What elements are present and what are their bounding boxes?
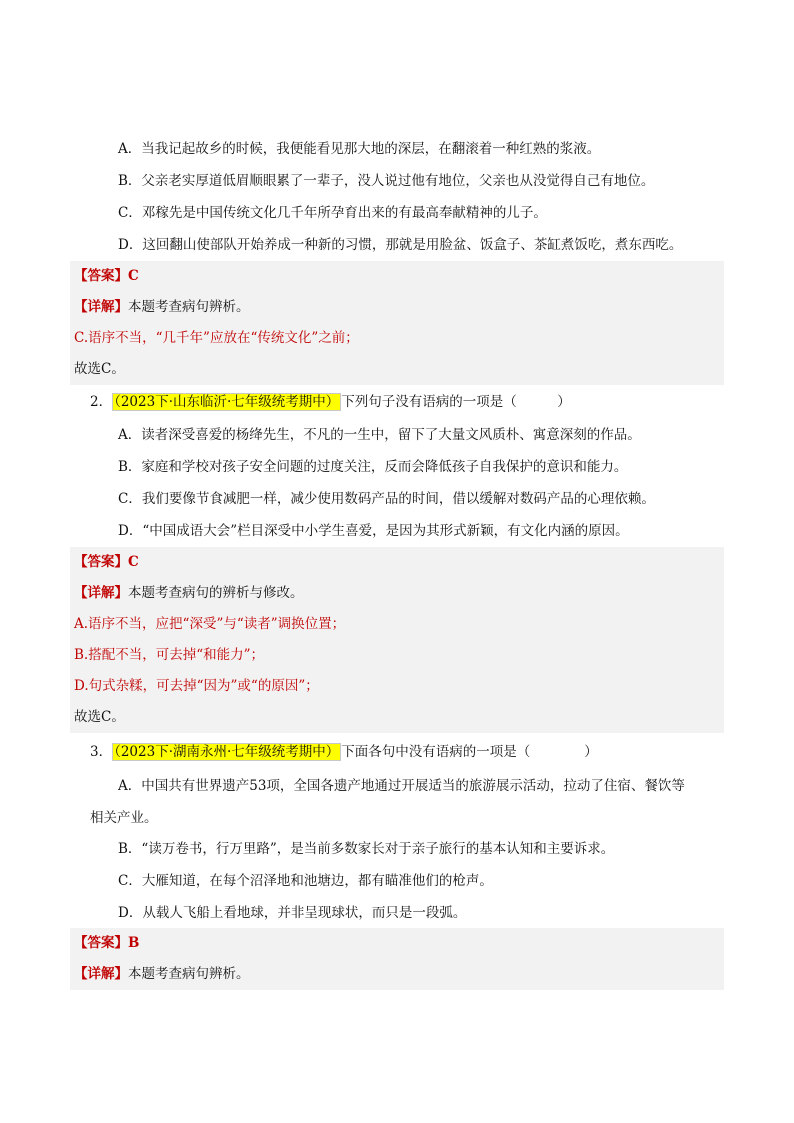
q3-answer-block (70, 928, 724, 990)
q2-option-d: D．“中国成语大会”栏目深受中小学生喜爱，是因为其形式新颖，有文化内涵的原因。 (118, 523, 629, 539)
q2-answer-block (70, 547, 724, 733)
q2-header (90, 392, 571, 412)
q2-stem: 下列句子没有语病的一项是（ ） (341, 394, 571, 410)
answer-label: 【答案】 (74, 935, 128, 951)
q3-header (90, 742, 598, 762)
q3-stem: 下面各句中没有语病的一项是（ ） (341, 744, 598, 760)
q1-option-c: C．邓稼先是中国传统文化几千年所孕育出来的有最高奉献精神的儿子。 (118, 205, 547, 221)
answer-label: 【答案】 (74, 268, 128, 284)
q2-number: 2． (90, 394, 113, 410)
q3-option-c: C．大雁知道，在每个沼泽地和池塘边，都有瞄准他们的枪声。 (118, 873, 493, 889)
detail-label: 【详解】 (74, 585, 128, 601)
answer-value: B (128, 935, 140, 951)
q1-conclusion: 故选C。 (74, 361, 125, 377)
detail-label: 【详解】 (74, 966, 128, 982)
q3-detail-line (70, 959, 724, 990)
q1-detail-line (70, 292, 724, 323)
q1-option-a: A．当我记起故乡的时候，我便能看见那大地的深层，在翻滚着一种红熟的浆液。 (118, 141, 601, 157)
q1-analysis-c: C.语序不当，“几千年”应放在“传统文化”之前； (74, 330, 359, 346)
q1-answer-line (70, 261, 724, 292)
q1-answer-block (70, 261, 724, 385)
answer-label: 【答案】 (74, 554, 128, 570)
q2-option-c: C．我们要像节食减肥一样，减少使用数码产品的时间，借以缓解对数码产品的心理依赖。 (118, 491, 655, 507)
q2-detail-line (70, 578, 724, 609)
q2-conclusion: 故选C。 (74, 709, 125, 725)
detail-text: 本题考查病句的辨析与修改。 (128, 585, 304, 601)
q3-option-d: D．从载人飞船上看地球，并非呈现球状，而只是一段弧。 (118, 905, 467, 921)
q2-option-a: A．读者深受喜爱的杨绛先生，不凡的一生中，留下了大量文风质朴、寓意深刻的作品。 (118, 427, 641, 443)
q3-answer-line (70, 928, 724, 959)
answer-value: C (128, 268, 139, 284)
q2-option-b: B．家庭和学校对孩子安全问题的过度关注，反而会降低孩子自我保护的意识和能力。 (118, 459, 628, 475)
detail-text: 本题考查病句辨析。 (128, 966, 250, 982)
q3-option-b: B．“读万卷书，行万里路”，是当前多数家长对于亲子旅行的基本认知和主要诉求。 (118, 841, 615, 857)
q1-option-b: B．父亲老实厚道低眉顺眼累了一辈子，没人说过他有地位，父亲也从没觉得自己有地位。 (118, 173, 655, 189)
q3-option-a: A．中国共有世界遗产53项，全国各遗产地通过开展适当的旅游展示活动，拉动了住宿、餐饮等相关产业。 (90, 778, 685, 826)
detail-text: 本题考查病句辨析。 (128, 299, 250, 315)
q3-number: 3． (90, 744, 113, 760)
q2-analysis-b: B.搭配不当，可去掉“和能力”； (74, 647, 265, 663)
q3-source-badge: （2023下·湖南永州·七年级统考期中） (114, 744, 340, 760)
q2-answer-line (70, 547, 724, 578)
q2-source-badge: （2023下·山东临沂·七年级统考期中） (114, 394, 340, 410)
q2-analysis-a: A.语序不当，应把“深受”与“读者”调换位置； (74, 616, 346, 632)
q1-option-d: D．这回翻山使部队开始养成一种新的习惯，那就是用脸盆、饭盒子、茶缸煮饭吃，煮东西吃。 (118, 237, 683, 253)
q2-analysis-d: D.句式杂糅，可去掉“因为”或“的原因”； (74, 678, 319, 694)
answer-value: C (128, 554, 139, 570)
detail-label: 【详解】 (74, 299, 128, 315)
